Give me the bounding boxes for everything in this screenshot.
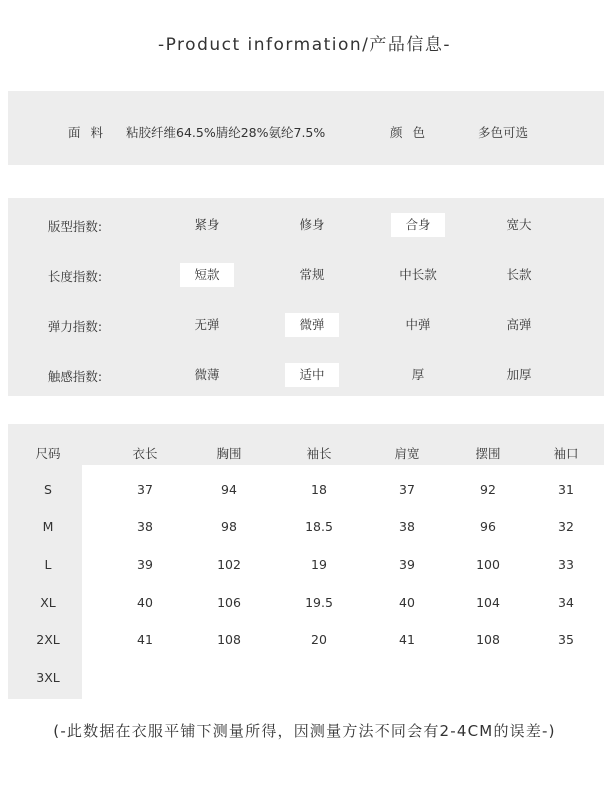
- index-option: 中弹: [405, 317, 431, 332]
- table-header: 尺码: [35, 446, 61, 461]
- size-label: S: [44, 482, 52, 497]
- table-cell: 98: [221, 519, 237, 534]
- size-table: [8, 424, 604, 699]
- index-option: 紧身: [194, 217, 220, 232]
- fabric-label: 面料: [68, 125, 114, 140]
- index-option: 无弹: [194, 317, 220, 332]
- index-label: 版型指数:: [47, 219, 103, 234]
- index-option: 中长款: [399, 267, 437, 282]
- table-cell: 35: [558, 632, 574, 647]
- index-row-touch: [8, 362, 604, 388]
- table-cell: 106: [217, 595, 241, 610]
- table-cell: 18: [311, 482, 327, 497]
- fabric-panel: [8, 91, 604, 165]
- size-label: 3XL: [36, 670, 60, 685]
- table-cell: 39: [399, 557, 415, 572]
- measurement-note: (-此数据在衣服平铺下测量所得，因测量方法不同会有2-4CM的误差-): [53, 722, 556, 740]
- index-row-elasticity: [8, 312, 604, 338]
- index-option: 适中: [285, 363, 339, 387]
- size-table-body: [82, 465, 604, 699]
- index-label: 弹力指数:: [47, 319, 103, 334]
- table-cell: 100: [476, 557, 500, 572]
- index-label: 触感指数:: [47, 369, 103, 384]
- table-cell: 40: [399, 595, 415, 610]
- index-option: 加厚: [506, 367, 532, 382]
- table-cell: 96: [480, 519, 496, 534]
- table-header: 摆围: [475, 446, 501, 461]
- index-option: 长款: [506, 267, 532, 282]
- table-cell: 41: [137, 632, 153, 647]
- color-value: 多色可选: [478, 125, 529, 140]
- table-cell: 38: [137, 519, 153, 534]
- table-header: 肩宽: [394, 446, 420, 461]
- index-option: 微薄: [194, 367, 220, 382]
- index-option: 常规: [299, 267, 325, 282]
- index-option: 宽大: [506, 217, 532, 232]
- page-title: -Product information/产品信息-: [157, 35, 452, 55]
- table-cell: 38: [399, 519, 415, 534]
- size-label: XL: [40, 595, 56, 610]
- index-option: 短款: [180, 263, 234, 287]
- fit-index-panel: [8, 198, 604, 396]
- table-cell: 18.5: [305, 519, 333, 534]
- table-cell: 40: [137, 595, 153, 610]
- index-option: 修身: [299, 217, 325, 232]
- table-cell: 37: [399, 482, 415, 497]
- table-cell: 20: [311, 632, 327, 647]
- table-header: 胸围: [216, 446, 242, 461]
- table-cell: 102: [217, 557, 241, 572]
- table-cell: 19: [311, 557, 327, 572]
- table-cell: 94: [221, 482, 237, 497]
- table-cell: 41: [399, 632, 415, 647]
- table-cell: 19.5: [305, 595, 333, 610]
- size-label: M: [42, 519, 54, 534]
- index-option: 微弹: [285, 313, 339, 337]
- table-cell: 108: [217, 632, 241, 647]
- color-label: 颜色: [390, 125, 436, 140]
- table-cell: 108: [476, 632, 500, 647]
- table-cell: 39: [137, 557, 153, 572]
- table-header: 袖长: [306, 446, 332, 461]
- index-option: 高弹: [506, 317, 532, 332]
- table-cell: 32: [558, 519, 574, 534]
- table-cell: 34: [558, 595, 574, 610]
- index-row-fit: [8, 212, 604, 238]
- size-label: L: [44, 557, 52, 572]
- table-cell: 31: [558, 482, 574, 497]
- index-option: 合身: [391, 213, 445, 237]
- table-cell: 104: [476, 595, 500, 610]
- table-cell: 33: [558, 557, 574, 572]
- table-cell: 92: [480, 482, 496, 497]
- table-header: 衣长: [132, 446, 158, 461]
- index-option: 厚: [411, 367, 425, 382]
- index-row-length: [8, 262, 604, 288]
- index-label: 长度指数:: [47, 269, 103, 284]
- table-header: 袖口: [553, 446, 579, 461]
- size-label: 2XL: [36, 632, 60, 647]
- fabric-value: 粘胶纤维64.5%腈纶28%氨纶7.5%: [126, 125, 326, 140]
- table-cell: 37: [137, 482, 153, 497]
